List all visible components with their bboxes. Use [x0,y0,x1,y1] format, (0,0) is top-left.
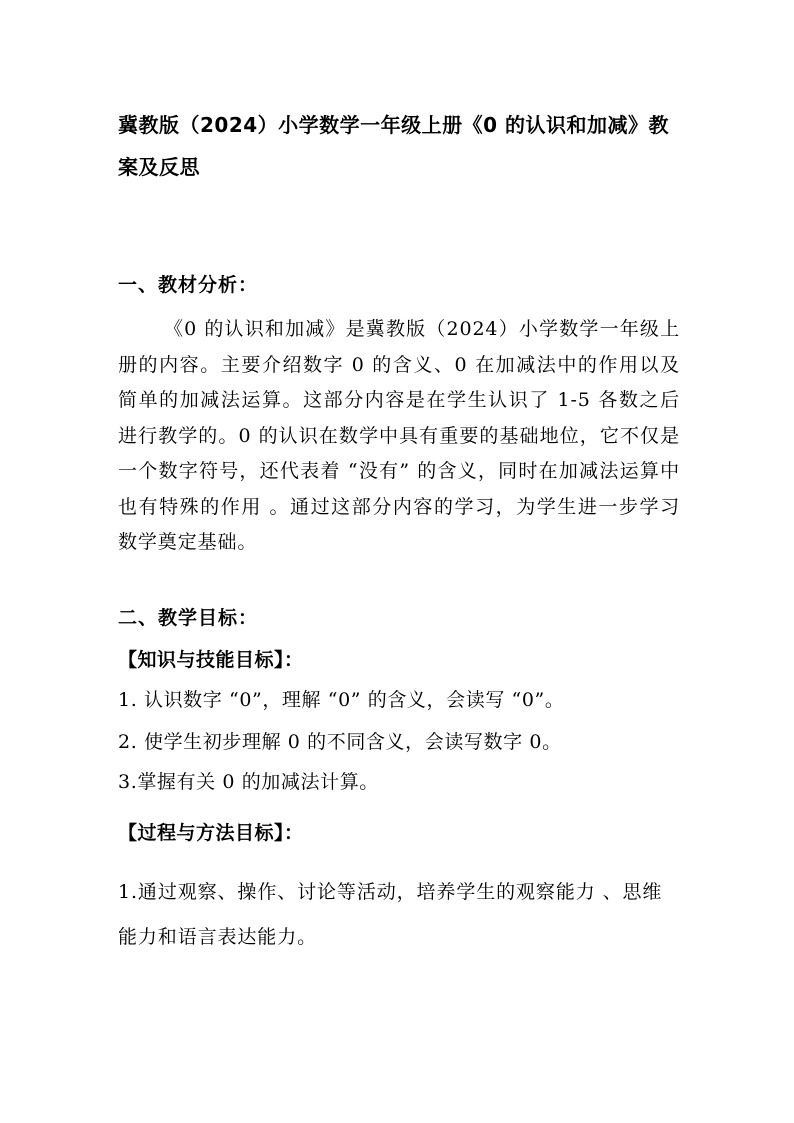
textbook-analysis-paragraph: 《0 的认识和加减》是冀教版（2024）小学数学一年级上册的内容。主要介绍数字 0 的含义、0 在加减法中的作用以及简单的加减法运算。这部分内容是在学生认识了 1-5 各数之后进行教学的。0 的认识在数学中具有重要的基础地位，它不仅是一个数字符号，还代表着 “没有” 的含义，同时在加减法运算中也有特殊的作用 。通过这部分内容的学习，为学生进一步学习数学奠定基础。 [118,318,680,553]
process-method-heading: 【过程与方法目标】： [118,822,304,844]
knowledge-skills-heading: 【知识与技能目标】： [118,649,304,671]
process-item-1: 1.通过观察、操作、讨论等活动，培养学生的观察能力 、思维能力和语言表达能力。 [118,881,663,948]
knowledge-item-1: 1. 认识数字 “0”，理解 “0” 的含义，会读写 “0”。 [118,689,565,711]
section-heading-textbook-analysis: 一、教材分析： [118,274,259,296]
knowledge-item-2: 2. 使学生初步理解 0 的不同含义，会读写数字 0。 [118,731,562,753]
document-title: 冀教版（2024）小学数学一年级上册《0 的认识和加减》教案及反思 [118,113,670,179]
section-heading-teaching-goals: 二、教学目标： [118,607,259,629]
knowledge-item-3: 3.掌握有关 0 的加减法计算。 [118,771,379,793]
